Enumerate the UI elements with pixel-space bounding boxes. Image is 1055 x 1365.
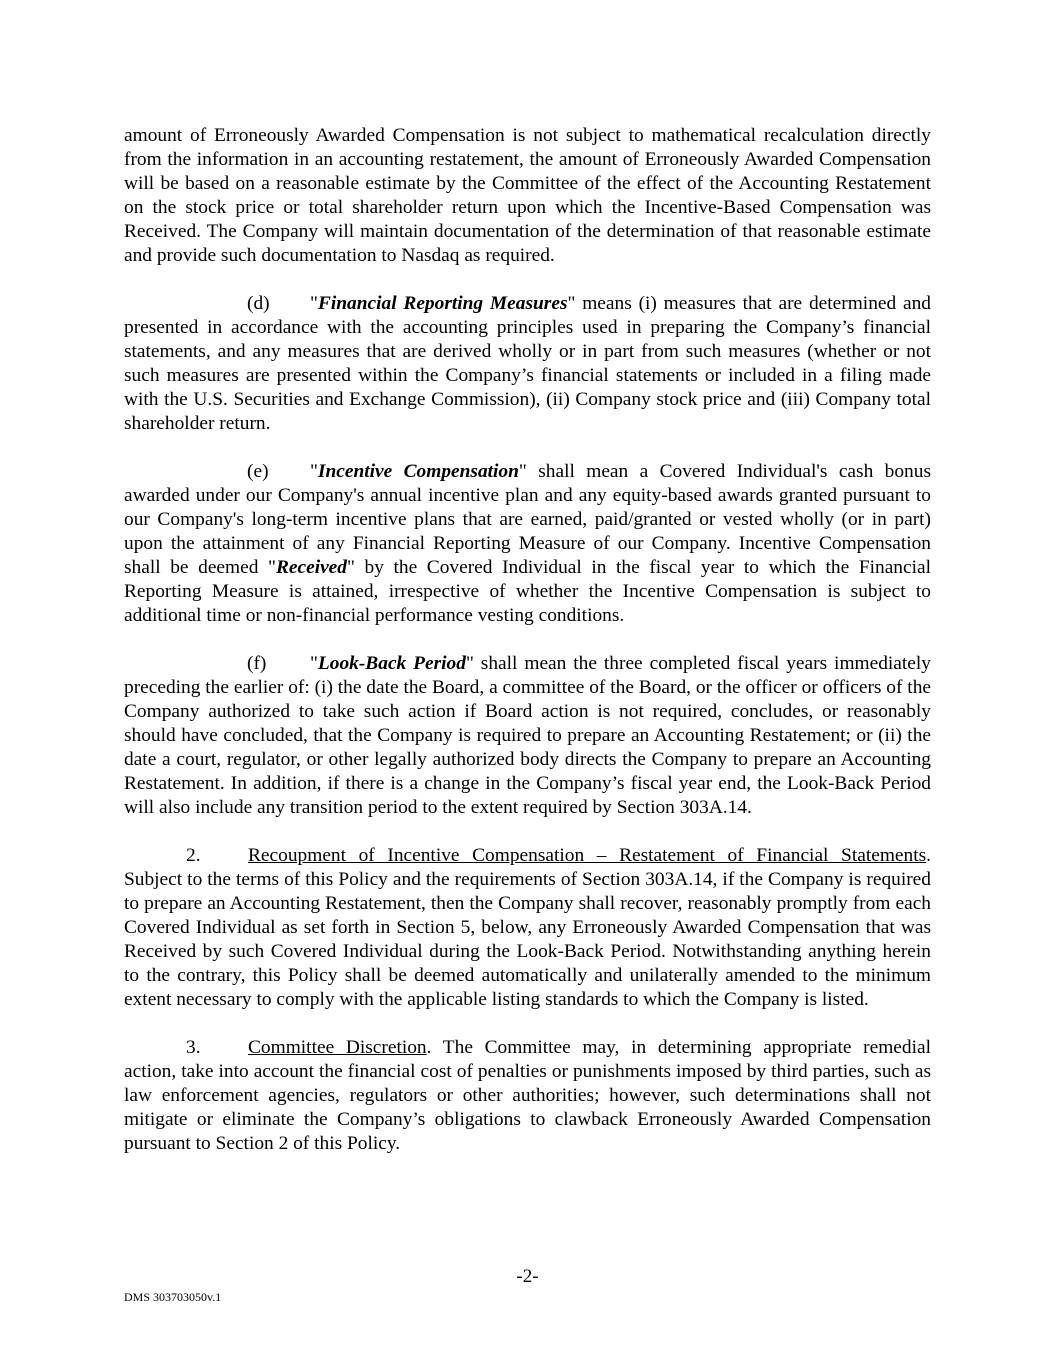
section-3-paragraph xyxy=(124,1036,931,1156)
definition-e-open-quote: " xyxy=(310,461,318,482)
definition-e-text-1: shall mean a Covered Individual's cash bonus awarded under our Company's annual incentive plan and any equity-based awards granted pursuant to our Company's long-term incentive plans that are earned, paid/granted or vested wholly (or in part) upon the attainment of any Financial Reporting Measure of our Company. Incentive Compensation shall be deemed " xyxy=(124,461,931,578)
section-3-heading: Committee Discretion xyxy=(248,1037,427,1058)
definition-f-text: shall mean the three completed fiscal years immediately preceding the earlier of: (i) the date the Board, a committee of the Board, or the officer or officers of the Company authorized to take such action if Board action is not required, concludes, or reasonably should have concluded, that the Company is required to prepare an Accounting Restatement; or (ii) the date a court, regulator, or other legally authorized body directs the Company to prepare an Accounting Restatement. In addition, if there is a change in the Company’s fiscal year end, the Look-Back Period will also include any transition period to the extent required by Section 303A.14. xyxy=(124,653,931,818)
intro-paragraph xyxy=(124,124,931,268)
section-3-number: 3. xyxy=(186,1037,201,1058)
definition-d-text: means (i) measures that are determined and presented in accordance with the accounting principles used in preparing the Company’s financial statements, and any measures that are derived wholly or in part from such measures (whether or not such measures are presented within the Company’s financial statements or included in a filing made with the U.S. Securities and Exchange Commission), (ii) Company stock price and (iii) Company total shareholder return. xyxy=(124,293,931,434)
definition-e-label: (e) xyxy=(247,461,269,482)
definition-e-paragraph xyxy=(124,460,931,628)
section-2-text: Subject to the terms of this Policy and the requirements of Section 303A.14, if the Company is required to prepare an Accounting Restatement, then the Company shall recover, reasonably promptly from each Covered Individual as set forth in Section 5, below, any Erroneously Awarded Compensation that was Received by such Covered Individual during the Look-Back Period. Notwithstanding anything herein to the contrary, this Policy shall be deemed automatically and unilaterally amended to the minimum extent necessary to comply with the applicable listing standards to which the Company is listed. xyxy=(124,869,931,1010)
definition-d-paragraph xyxy=(124,292,931,436)
document-body xyxy=(124,124,931,1180)
definition-e-text-2: " by the Covered Individual in the fiscal year to which the Financial Reporting Measure is attained, irrespective of whether the Incentive Compensation is subject to additional time or non-financial performance vesting conditions. xyxy=(124,557,931,626)
section-3-text: The Committee may, in determining appropriate remedial action, take into account the financial cost of penalties or punishments imposed by third parties, such as law enforcement agencies, regulators or other authorities; however, such determinations shall not mitigate or eliminate the Company’s obligations to clawback Erroneously Awarded Compensation pursuant to Section 2 of this Policy. xyxy=(124,1037,931,1154)
section-2-heading: Recoupment of Incentive Compensation – Restatement of Financial Statements xyxy=(248,845,927,866)
definition-f-term: Look-Back Period xyxy=(317,653,466,674)
definition-d-label: (d) xyxy=(247,293,270,314)
definition-e-term-received: Received xyxy=(275,557,347,578)
definition-d-term: Financial Reporting Measures xyxy=(317,293,568,314)
definition-e-close-quote: " xyxy=(518,461,527,482)
section-2-heading-end: . xyxy=(926,845,931,866)
definition-d-open-quote: " xyxy=(310,293,318,314)
definition-f-close-quote: " xyxy=(465,653,474,674)
document-id: DMS 303703050v.1 xyxy=(124,1290,222,1304)
definition-f-paragraph xyxy=(124,652,931,820)
section-3-heading-end: . xyxy=(426,1037,432,1058)
definition-d-close-quote: " xyxy=(567,293,576,314)
definition-e-term: Incentive Compensation xyxy=(317,461,519,482)
intro-text: amount of Erroneously Awarded Compensation is not subject to mathematical recalculation directly from the information in an accounting restatement, the amount of Erroneously Awarded Compensation will be based on a reasonable estimate by the Committee of the effect of the Accounting Restatement on the stock price or total shareholder return upon which the Incentive-Based Compensation was Received. The Company will maintain documentation of the determination of that reasonable estimate and provide such documentation to Nasdaq as required. xyxy=(124,125,931,266)
definition-f-label: (f) xyxy=(247,653,267,674)
definition-f-open-quote: " xyxy=(310,653,318,674)
section-2-paragraph xyxy=(124,844,931,1012)
section-2-number: 2. xyxy=(186,845,201,866)
page-number: -2- xyxy=(516,1266,539,1287)
